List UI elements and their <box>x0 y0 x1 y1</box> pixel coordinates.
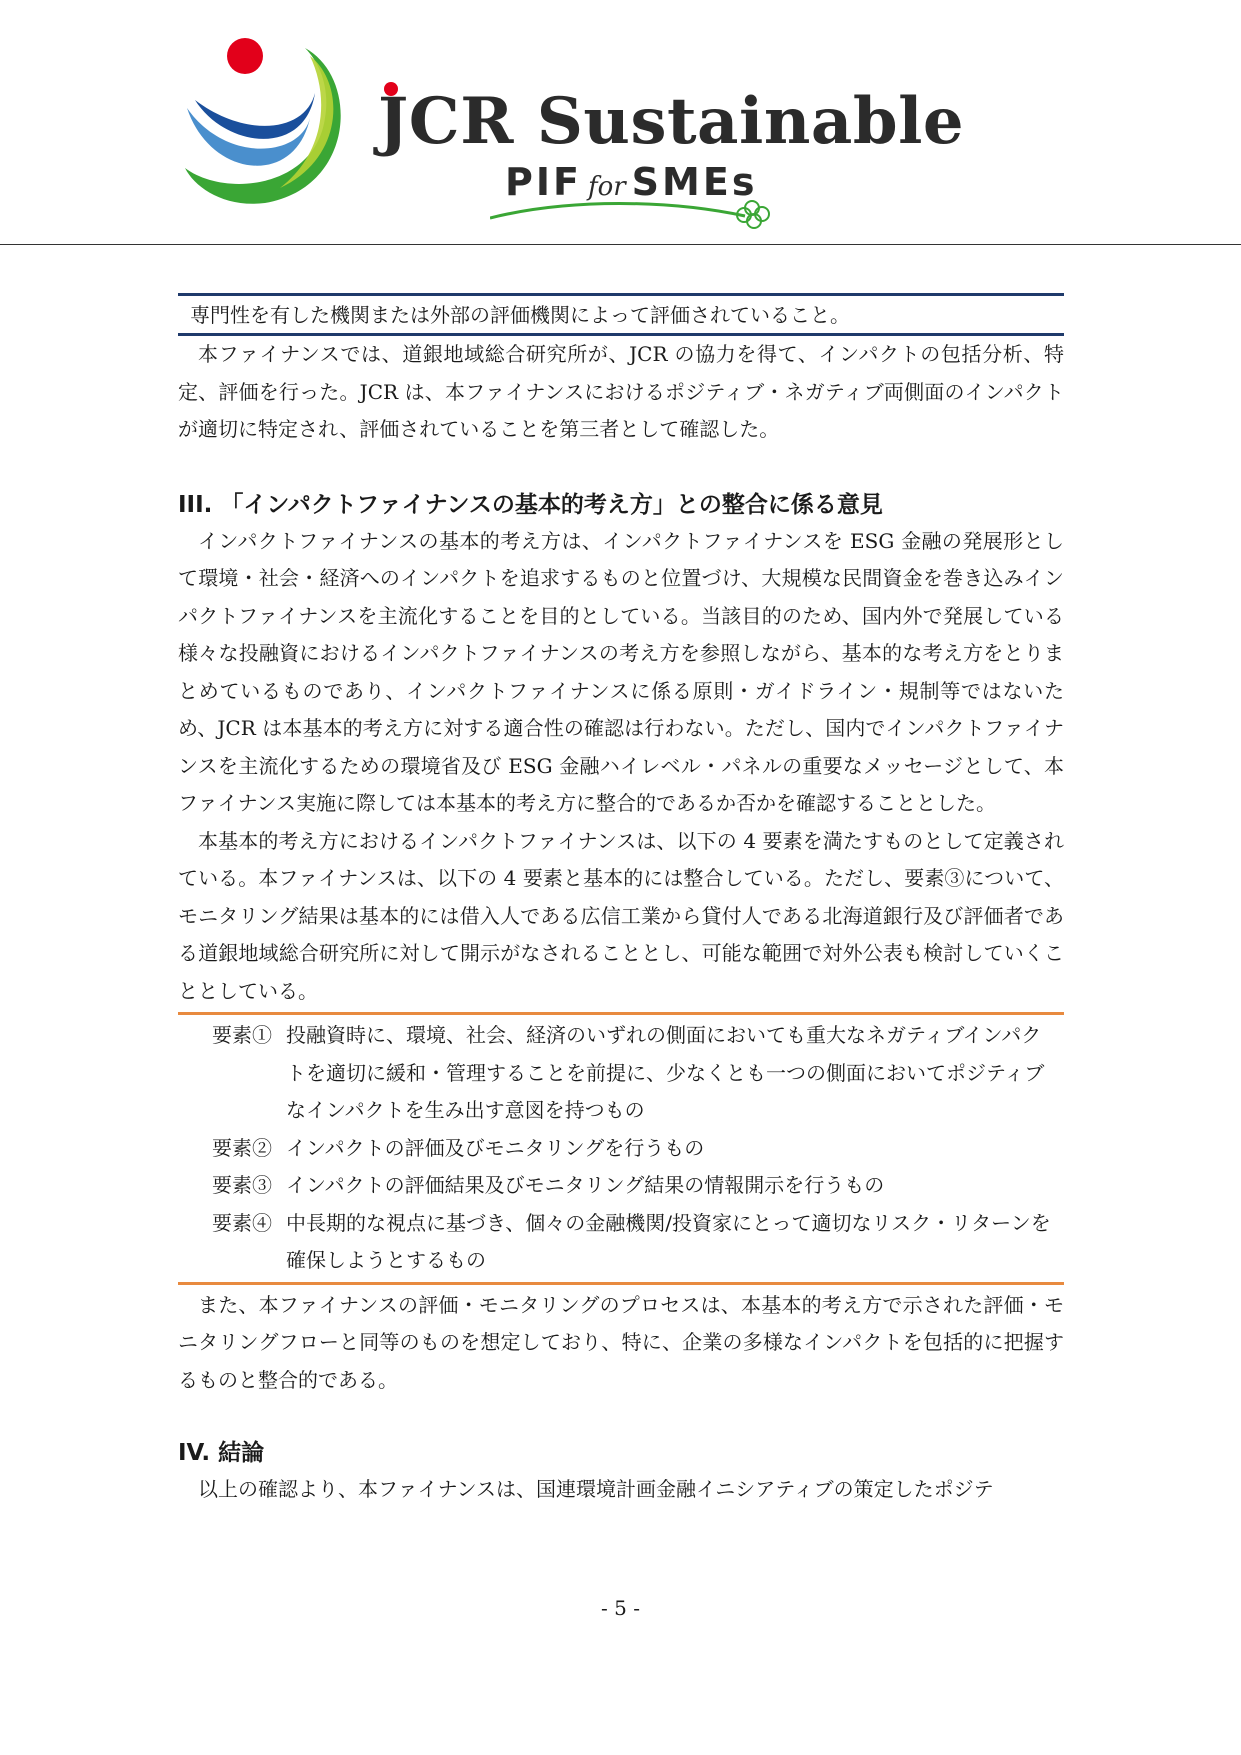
document-body <box>178 293 1064 1509</box>
page-number: - 5 - <box>601 1596 640 1620</box>
section-4-heading: IV. 結論 <box>178 1440 265 1466</box>
requirement-item <box>178 1130 1064 1168</box>
criteria-box: 専門性を有した機関または外部の評価機関によって評価されていること。 <box>178 293 1064 336</box>
requirement-text: 投融資時に、環境、社会、経済のいずれの側面においても重大なネガティブインパクトを適切に緩和・管理することを前提に、少なくとも一つの側面においてポジティブなインパクトを生み出す意図を持つもの <box>286 1023 1045 1122</box>
section-4-paragraph-1: 以上の確認より、本ファイナンスは、国連環境計画金融イニシアティブの策定したポジテ <box>198 1477 994 1501</box>
intro-paragraph: 本ファイナンスでは、道銀地域総合研究所が、JCR の協力を得て、インパクトの包括分析、特定、評価を行った。JCR は、本ファイナンスにおけるポジティブ・ネガティブ両側面のインパクトが適切に特定され、評価されていることを第三者として確認した。 <box>178 342 1064 441</box>
requirement-text: インパクトの評価及びモニタリングを行うもの <box>286 1135 705 1160</box>
section-3-paragraph-3: また、本ファイナンスの評価・モニタリングのプロセスは、本基本的考え方で示された評価・モニタリングフローと同等のものを想定しており、特に、企業の多様なインパクトを包括的に把握するものと整合的である。 <box>178 1292 1064 1392</box>
requirement-item <box>178 1017 1064 1130</box>
requirement-text: インパクトの評価結果及びモニタリング結果の情報開示を行うもの <box>286 1173 885 1197</box>
clover-swoosh-icon <box>490 178 780 238</box>
logo-sub-for: for <box>587 172 626 202</box>
requirement-label: 要素① <box>212 1023 272 1047</box>
page-header <box>0 0 1241 246</box>
requirement-label: 要素③ <box>212 1173 272 1197</box>
section-3-paragraph-2: 本基本的考え方におけるインパクトファイナンスは、以下の 4 要素を満たすものとして定義されている。本ファイナンスは、以下の 4 要素と基本的には整合している。ただし、要素③について、モニタリング結果は基本的には借入人である広信工業から貸付人である北海道銀行及び評価者である道銀地域総合研究所に対して開示がなされることとし、可能な範囲で対外公表も検討していくこととしている。 <box>178 828 1064 1003</box>
section-3-heading: III. 「インパクトファイナンスの基本的考え方」との整合に係る意見 <box>178 491 883 518</box>
requirements-box <box>178 1012 1064 1285</box>
requirement-text: 中長期的な視点に基づき、個々の金融機関/投資家にとって適切なリスク・リターンを確保しようとするもの <box>286 1210 1051 1272</box>
jcr-logo-mark-icon <box>185 38 360 210</box>
requirement-item <box>178 1205 1064 1280</box>
logo-sub-smes: SMEs <box>631 160 758 204</box>
requirement-item <box>178 1167 1064 1205</box>
section-3-paragraph-1: インパクトファイナンスの基本的考え方は、インパクトファイナンスを ESG 金融の発展形として環境・社会・経済へのインパクトを追求するものと位置づけ、大規模な民間資金を巻き込みインパクトファイナンスを主流化することを目的としている。当該目的のため、国内外で発展している様々な投融資におけるインパクトファイナンスの考え方を参照しながら、基本的な考え方をとりまとめているものであり、インパクトファイナンスに係る原則・ガイドライン・規制等ではないため、JCR は本基本的考え方に対する適合性の確認は行わない。ただし、国内でインパクトファイナンスを主流化するための環境省及び ESG 金融ハイレベル・パネルの重要なメッセージとして、本ファイナンス実施に際しては本基本的考え方に整合的であるか否かを確認することとした。 <box>178 528 1064 815</box>
logo-title: JCR Sustainable <box>378 84 965 159</box>
requirement-label: 要素② <box>212 1135 272 1160</box>
header-divider <box>0 244 1241 245</box>
logo-sub-pif: PIF <box>505 160 582 204</box>
requirement-label: 要素④ <box>212 1210 272 1235</box>
